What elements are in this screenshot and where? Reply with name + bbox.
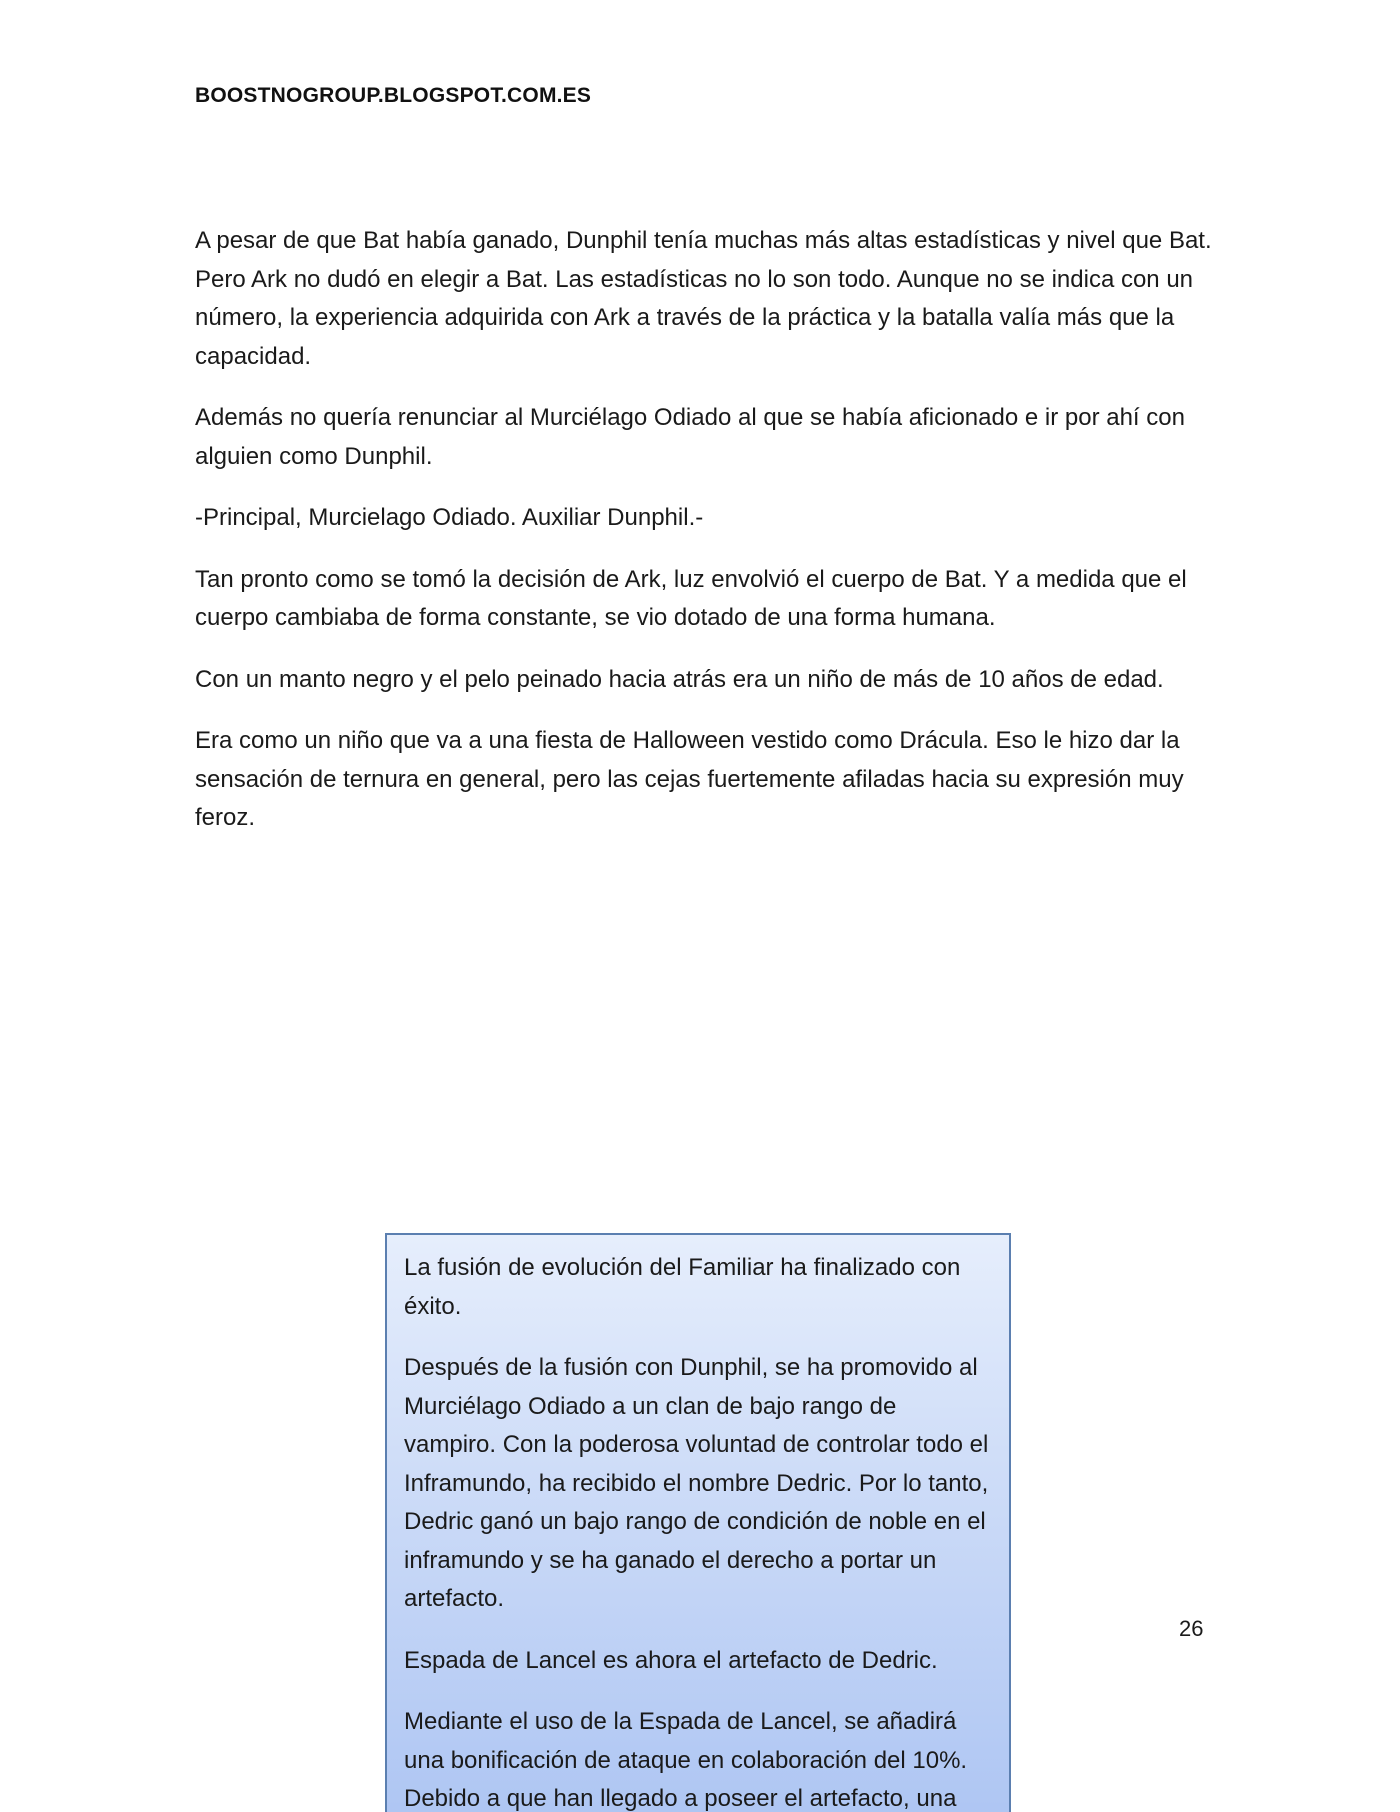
paragraph: A pesar de que Bat había ganado, Dunphil tenía muchas más altas estadísticas y nivel que Bat. Pero Ark no dudó en elegir a Bat. Las estadísticas no lo son todo. Aunque no se indica con un número, la experiencia adquirida con Ark a través de la práctica y la batalla valía más que la capacidad. <box>195 227 1212 370</box>
body-text <box>195 222 1215 861</box>
system-message-paragraph: Después de la fusión con Dunphil, se ha promovido al Murciélago Odiado a un clan de bajo rango de vampiro. Con la poderosa voluntad de controlar todo el Inframundo, ha recibido el nombre Dedric. Por lo tanto, Dedric ganó un bajo rango de condición de noble en el inframundo y se ha ganado el derecho a portar un artefacto. <box>404 1354 989 1612</box>
system-message-box <box>385 1233 1011 1812</box>
paragraph: Era como un niño que va a una fiesta de Halloween vestido como Drácula. Eso le hizo dar la sensación de ternura en general, pero las cejas fuertemente afiladas hacia su expresión muy feroz. <box>195 727 1184 831</box>
system-message-paragraph: Mediante el uso de la Espada de Lancel, se añadirá una bonificación de ataque en colaboración del 10%. Debido a que han llegado a poseer el artefacto, una <box>404 1708 968 1812</box>
paragraph: Además no quería renunciar al Murciélago Odiado al que se había aficionado e ir por ahí con alguien como Dunphil. <box>195 404 1185 470</box>
paragraph: -Principal, Murcielago Odiado. Auxiliar Dunphil.- <box>195 504 704 531</box>
paragraph: Con un manto negro y el pelo peinado hacia atrás era un niño de más de 10 años de edad. <box>195 665 1164 693</box>
paragraph: Tan pronto como se tomó la decisión de Ark, luz envolvió el cuerpo de Bat. Y a medida que el cuerpo cambiaba de forma constante, se vio dotado de una forma humana. <box>195 565 1187 631</box>
page-number: 26 <box>1179 1616 1204 1641</box>
system-message-paragraph: La fusión de evolución del Familiar ha finalizado con éxito. <box>404 1254 961 1320</box>
site-header: BOOSTNOGROUP.BLOGSPOT.COM.ES <box>195 84 592 107</box>
system-message-paragraph: Espada de Lancel es ahora el artefacto de Dedric. <box>404 1646 938 1674</box>
